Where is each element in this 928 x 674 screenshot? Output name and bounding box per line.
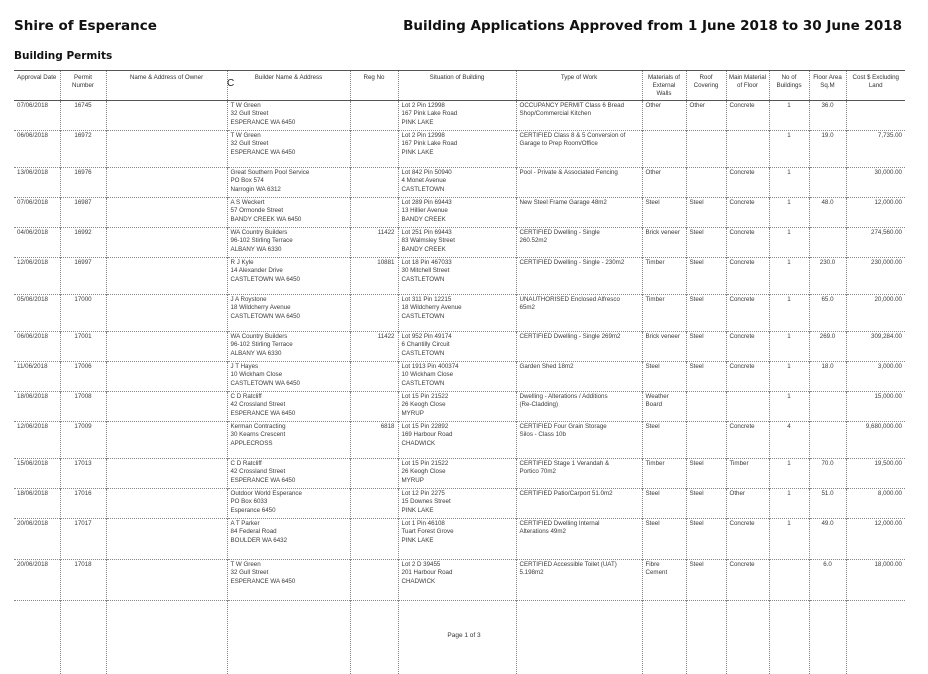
approval-date-cell: 13/06/2018 bbox=[14, 168, 60, 198]
permit-number-cell: 17001 bbox=[60, 332, 106, 362]
column-header-main-floor: Main Material of Floor bbox=[726, 71, 769, 101]
permits-table bbox=[14, 70, 905, 674]
table-row bbox=[14, 519, 905, 560]
column-header-permit-number: Permit Number bbox=[60, 71, 106, 101]
table-row bbox=[14, 101, 905, 131]
roof-covering-cell: Steel bbox=[686, 560, 726, 601]
no-of-buildings-cell: 1 bbox=[769, 168, 809, 198]
reg-no-cell: 10881 bbox=[350, 258, 398, 295]
external-walls-cell: Timber bbox=[642, 295, 686, 332]
situation-cell: Lot 1 Pin 46108 Tuart Forest Grove PINK LAKE bbox=[398, 519, 516, 560]
cost-cell: 15,000.00 bbox=[846, 392, 905, 422]
approval-date-cell: 20/06/2018 bbox=[14, 560, 60, 601]
cost-cell: 8,000.00 bbox=[846, 489, 905, 519]
roof-covering-cell: Steel bbox=[686, 489, 726, 519]
permit-number-cell: 16976 bbox=[60, 168, 106, 198]
floor-area-cell: 18.0 bbox=[809, 362, 846, 392]
main-floor-cell: Concrete bbox=[726, 422, 769, 459]
approval-date-cell: 15/06/2018 bbox=[14, 459, 60, 489]
owner-cell bbox=[106, 519, 227, 560]
column-header-floor-area: Floor Area Sq.M bbox=[809, 71, 846, 101]
no-of-buildings-cell: 1 bbox=[769, 101, 809, 131]
permit-number-cell: 16745 bbox=[60, 101, 106, 131]
approval-date-cell: 06/06/2018 bbox=[14, 332, 60, 362]
external-walls-cell: Weather Board bbox=[642, 392, 686, 422]
floor-area-cell bbox=[809, 228, 846, 258]
permit-number-cell: 16972 bbox=[60, 131, 106, 168]
no-of-buildings-cell: 1 bbox=[769, 489, 809, 519]
floor-area-cell: 51.0 bbox=[809, 489, 846, 519]
approval-date-cell: 11/06/2018 bbox=[14, 362, 60, 392]
external-walls-cell: Timber bbox=[642, 258, 686, 295]
external-walls-cell: Other bbox=[642, 101, 686, 131]
external-walls-cell: Brick veneer bbox=[642, 332, 686, 362]
floor-area-cell bbox=[809, 422, 846, 459]
builder-cell: C D Ratcliff 42 Crossland Street ESPERANCE WA 6450 bbox=[227, 392, 350, 422]
type-of-work-cell: CERTIFIED Four Grain Storage Silos - Class 10b bbox=[516, 422, 642, 459]
floor-area-cell: 36.0 bbox=[809, 101, 846, 131]
builder-cell: T W Green 32 Gull Street ESPERANCE WA 6450 bbox=[227, 560, 350, 601]
type-of-work-cell: CERTIFIED Dwelling - Single 260.52m2 bbox=[516, 228, 642, 258]
table-row bbox=[14, 168, 905, 198]
permit-number-cell: 17018 bbox=[60, 560, 106, 601]
builder-cell: J A Roystone 18 Wildcherry Avenue CASTLETOWN WA 6450 bbox=[227, 295, 350, 332]
roof-covering-cell: Steel bbox=[686, 519, 726, 560]
external-walls-cell: Brick veneer bbox=[642, 228, 686, 258]
column-header-no-of-buildings: No of Buildings bbox=[769, 71, 809, 101]
table-row bbox=[14, 332, 905, 362]
external-walls-cell: Steel bbox=[642, 489, 686, 519]
reg-no-cell bbox=[350, 519, 398, 560]
stray-mark: C bbox=[227, 78, 234, 89]
situation-cell: Lot 2 D 39455 201 Harbour Road CHADWICK bbox=[398, 560, 516, 601]
owner-cell bbox=[106, 392, 227, 422]
type-of-work-cell: CERTIFIED Patio/Carport 51.0m2 bbox=[516, 489, 642, 519]
builder-cell: T W Green 32 Gull Street ESPERANCE WA 6450 bbox=[227, 131, 350, 168]
organisation-name: Shire of Esperance bbox=[14, 18, 157, 34]
situation-cell: Lot 2 Pin 12998 167 Pink Lake Road PINK LAKE bbox=[398, 101, 516, 131]
external-walls-cell: Steel bbox=[642, 198, 686, 228]
roof-covering-cell bbox=[686, 168, 726, 198]
builder-cell: R J Kyle 14 Alexander Drive CASTLETOWN WA 6450 bbox=[227, 258, 350, 295]
reg-no-cell bbox=[350, 459, 398, 489]
cost-cell: 20,000.00 bbox=[846, 295, 905, 332]
permit-number-cell: 16992 bbox=[60, 228, 106, 258]
approval-date-cell: 12/06/2018 bbox=[14, 258, 60, 295]
type-of-work-cell: OCCUPANCY PERMIT Class 6 Bread Shop/Commercial Kitchen bbox=[516, 101, 642, 131]
owner-cell bbox=[106, 258, 227, 295]
roof-covering-cell: Steel bbox=[686, 332, 726, 362]
column-header-external-walls: Materials of External Walls bbox=[642, 71, 686, 101]
no-of-buildings-cell: 1 bbox=[769, 519, 809, 560]
table-row bbox=[14, 198, 905, 228]
permit-number-cell: 17013 bbox=[60, 459, 106, 489]
owner-cell bbox=[106, 459, 227, 489]
floor-area-cell: 230.0 bbox=[809, 258, 846, 295]
owner-cell bbox=[106, 362, 227, 392]
no-of-buildings-cell: 1 bbox=[769, 228, 809, 258]
no-of-buildings-cell: 1 bbox=[769, 198, 809, 228]
roof-covering-cell: Steel bbox=[686, 228, 726, 258]
section-heading: Building Permits bbox=[14, 50, 112, 62]
owner-cell bbox=[106, 101, 227, 131]
external-walls-cell: Steel bbox=[642, 519, 686, 560]
permit-number-cell: 17017 bbox=[60, 519, 106, 560]
table-row bbox=[14, 228, 905, 258]
owner-cell bbox=[106, 228, 227, 258]
approval-date-cell: 05/06/2018 bbox=[14, 295, 60, 332]
external-walls-cell: Steel bbox=[642, 422, 686, 459]
floor-area-cell: 48.0 bbox=[809, 198, 846, 228]
column-header-builder: Builder Name & Address bbox=[227, 71, 350, 101]
cost-cell: 3,000.00 bbox=[846, 362, 905, 392]
owner-cell bbox=[106, 131, 227, 168]
situation-cell: Lot 12 Pin 2275 15 Downes Street PINK LAKE bbox=[398, 489, 516, 519]
reg-no-cell: 6818 bbox=[350, 422, 398, 459]
cost-cell: 7,735.00 bbox=[846, 131, 905, 168]
builder-cell: A S Weckert 57 Ormonde Street BANDY CREEK WA 6450 bbox=[227, 198, 350, 228]
owner-cell bbox=[106, 422, 227, 459]
main-floor-cell: Concrete bbox=[726, 101, 769, 131]
cost-cell: 12,000.00 bbox=[846, 519, 905, 560]
no-of-buildings-cell: 1 bbox=[769, 131, 809, 168]
cost-cell: 274,560.00 bbox=[846, 228, 905, 258]
page-footer: Page 1 of 3 bbox=[0, 632, 928, 639]
reg-no-cell bbox=[350, 392, 398, 422]
roof-covering-cell: Steel bbox=[686, 362, 726, 392]
type-of-work-cell: CERTIFIED Accessible Toilet (UAT) 5.198m2 bbox=[516, 560, 642, 601]
approval-date-cell: 18/06/2018 bbox=[14, 392, 60, 422]
no-of-buildings-cell bbox=[769, 560, 809, 601]
builder-cell: WA Country Builders 96-102 Stirling Terrace ALBANY WA 6330 bbox=[227, 332, 350, 362]
situation-cell: Lot 289 Pin 69443 13 Hillier Avenue BANDY CREEK bbox=[398, 198, 516, 228]
floor-area-cell: 6.0 bbox=[809, 560, 846, 601]
cost-cell: 230,000.00 bbox=[846, 258, 905, 295]
type-of-work-cell: CERTIFIED Dwelling - Single 269m2 bbox=[516, 332, 642, 362]
permit-number-cell: 17000 bbox=[60, 295, 106, 332]
table-row bbox=[14, 131, 905, 168]
builder-cell: Outdoor World Esperance PO Box 6033 Esperance 6450 bbox=[227, 489, 350, 519]
reg-no-cell bbox=[350, 362, 398, 392]
floor-area-cell: 65.0 bbox=[809, 295, 846, 332]
owner-cell bbox=[106, 560, 227, 601]
floor-area-cell: 269.0 bbox=[809, 332, 846, 362]
situation-cell: Lot 1913 Pin 400374 10 Wickham Close CASTLETOWN bbox=[398, 362, 516, 392]
permit-number-cell: 17006 bbox=[60, 362, 106, 392]
floor-area-cell bbox=[809, 392, 846, 422]
table-row bbox=[14, 362, 905, 392]
roof-covering-cell: Steel bbox=[686, 295, 726, 332]
external-walls-cell: Steel bbox=[642, 362, 686, 392]
approval-date-cell: 04/06/2018 bbox=[14, 228, 60, 258]
situation-cell: Lot 842 Pin 50940 4 Monet Avenue CASTLETOWN bbox=[398, 168, 516, 198]
table-row bbox=[14, 295, 905, 332]
column-header-owner: Name & Address of Owner bbox=[106, 71, 227, 101]
main-floor-cell: Other bbox=[726, 489, 769, 519]
roof-covering-cell: Other bbox=[686, 101, 726, 131]
roof-covering-cell bbox=[686, 392, 726, 422]
owner-cell bbox=[106, 332, 227, 362]
report-title: Building Applications Approved from 1 June 2018 to 30 June 2018 bbox=[403, 18, 902, 34]
owner-cell bbox=[106, 295, 227, 332]
cost-cell: 12,000.00 bbox=[846, 198, 905, 228]
situation-cell: Lot 15 Pin 21522 26 Keogh Close MYRUP bbox=[398, 392, 516, 422]
approval-date-cell: 07/06/2018 bbox=[14, 101, 60, 131]
type-of-work-cell: CERTIFIED Dwelling - Single - 230m2 bbox=[516, 258, 642, 295]
main-floor-cell: Concrete bbox=[726, 295, 769, 332]
type-of-work-cell: New Steel Frame Garage 48m2 bbox=[516, 198, 642, 228]
no-of-buildings-cell: 4 bbox=[769, 422, 809, 459]
roof-covering-cell bbox=[686, 131, 726, 168]
type-of-work-cell: CERTIFIED Stage 1 Verandah & Portico 70m2 bbox=[516, 459, 642, 489]
builder-cell: T W Green 32 Gull Street ESPERANCE WA 6450 bbox=[227, 101, 350, 131]
cost-cell: 18,000.00 bbox=[846, 560, 905, 601]
no-of-buildings-cell: 1 bbox=[769, 459, 809, 489]
external-walls-cell: Timber bbox=[642, 459, 686, 489]
cost-cell: 9,680,000.00 bbox=[846, 422, 905, 459]
reg-no-cell bbox=[350, 295, 398, 332]
situation-cell: Lot 311 Pin 12215 18 Wildcherry Avenue CASTLETOWN bbox=[398, 295, 516, 332]
situation-cell: Lot 952 Pin 49174 6 Chantilly Circuit CASTLETOWN bbox=[398, 332, 516, 362]
table-row bbox=[14, 392, 905, 422]
table-row bbox=[14, 560, 905, 601]
reg-no-cell: 11422 bbox=[350, 332, 398, 362]
approval-date-cell: 07/06/2018 bbox=[14, 198, 60, 228]
reg-no-cell bbox=[350, 560, 398, 601]
main-floor-cell: Concrete bbox=[726, 362, 769, 392]
roof-covering-cell bbox=[686, 422, 726, 459]
reg-no-cell: 11422 bbox=[350, 228, 398, 258]
main-floor-cell: Concrete bbox=[726, 228, 769, 258]
no-of-buildings-cell: 1 bbox=[769, 362, 809, 392]
situation-cell: Lot 15 Pin 22892 169 Harbour Road CHADWICK bbox=[398, 422, 516, 459]
situation-cell: Lot 2 Pin 12998 167 Pink Lake Road PINK LAKE bbox=[398, 131, 516, 168]
permit-number-cell: 16987 bbox=[60, 198, 106, 228]
situation-cell: Lot 18 Pin 467033 30 Mitchell Street CASTLETOWN bbox=[398, 258, 516, 295]
approval-date-cell: 12/06/2018 bbox=[14, 422, 60, 459]
builder-cell: A T Parker 84 Federal Road BOULDER WA 6432 bbox=[227, 519, 350, 560]
column-header-reg-no: Reg No bbox=[350, 71, 398, 101]
builder-cell: WA Country Builders 96-102 Stirling Terrace ALBANY WA 6330 bbox=[227, 228, 350, 258]
builder-cell: Great Southern Pool Service PO Box 574 Narrogin WA 6312 bbox=[227, 168, 350, 198]
external-walls-cell bbox=[642, 131, 686, 168]
type-of-work-cell: CERTIFIED Dwelling Internal Alterations 49m2 bbox=[516, 519, 642, 560]
reg-no-cell bbox=[350, 198, 398, 228]
permit-number-cell: 17009 bbox=[60, 422, 106, 459]
main-floor-cell: Concrete bbox=[726, 168, 769, 198]
approval-date-cell: 20/06/2018 bbox=[14, 519, 60, 560]
no-of-buildings-cell: 1 bbox=[769, 295, 809, 332]
permit-number-cell: 17016 bbox=[60, 489, 106, 519]
situation-cell: Lot 251 Pin 69443 83 Walmsley Street BANDY CREEK bbox=[398, 228, 516, 258]
floor-area-cell: 19.0 bbox=[809, 131, 846, 168]
cost-cell: 19,500.00 bbox=[846, 459, 905, 489]
table-row bbox=[14, 422, 905, 459]
type-of-work-cell: Dwelling - Alterations / Additions (Re-Cladding) bbox=[516, 392, 642, 422]
cost-cell bbox=[846, 101, 905, 131]
column-header-type-of-work: Type of Work bbox=[516, 71, 642, 101]
main-floor-cell: Concrete bbox=[726, 519, 769, 560]
column-header-roof-covering: Roof Covering bbox=[686, 71, 726, 101]
table-row bbox=[14, 459, 905, 489]
table-body bbox=[14, 101, 905, 674]
builder-cell: J T Hayes 10 Wickham Close CASTLETOWN WA 6450 bbox=[227, 362, 350, 392]
owner-cell bbox=[106, 168, 227, 198]
roof-covering-cell: Steel bbox=[686, 198, 726, 228]
approval-date-cell: 06/06/2018 bbox=[14, 131, 60, 168]
column-header-cost: Cost $ Excluding Land bbox=[846, 71, 905, 101]
roof-covering-cell: Steel bbox=[686, 258, 726, 295]
roof-covering-cell: Steel bbox=[686, 459, 726, 489]
main-floor-cell: Concrete bbox=[726, 258, 769, 295]
approval-date-cell: 18/06/2018 bbox=[14, 489, 60, 519]
situation-cell: Lot 15 Pin 21522 26 Keogh Close MYRUP bbox=[398, 459, 516, 489]
owner-cell bbox=[106, 198, 227, 228]
no-of-buildings-cell: 1 bbox=[769, 392, 809, 422]
table-row bbox=[14, 489, 905, 519]
external-walls-cell: Fibre Cement bbox=[642, 560, 686, 601]
type-of-work-cell: UNAUTHORISED Enclosed Alfresco 65m2 bbox=[516, 295, 642, 332]
reg-no-cell bbox=[350, 131, 398, 168]
main-floor-cell bbox=[726, 131, 769, 168]
type-of-work-cell: CERTIFIED Class 8 & 5 Conversion of Garage to Prep Room/Office bbox=[516, 131, 642, 168]
reg-no-cell bbox=[350, 168, 398, 198]
type-of-work-cell: Garden Shed 18m2 bbox=[516, 362, 642, 392]
column-header-situation: Situation of Building bbox=[398, 71, 516, 101]
reg-no-cell bbox=[350, 101, 398, 131]
permit-number-cell: 17008 bbox=[60, 392, 106, 422]
type-of-work-cell: Pool - Private & Associated Fencing bbox=[516, 168, 642, 198]
floor-area-cell: 49.0 bbox=[809, 519, 846, 560]
builder-cell: C D Ratcliff 42 Crossland Street ESPERANCE WA 6450 bbox=[227, 459, 350, 489]
cost-cell: 30,000.00 bbox=[846, 168, 905, 198]
floor-area-cell bbox=[809, 168, 846, 198]
builder-cell: Kerman Contracting 30 Kearns Crescent APPLECROSS bbox=[227, 422, 350, 459]
reg-no-cell bbox=[350, 489, 398, 519]
table-header-row bbox=[14, 71, 905, 101]
main-floor-cell bbox=[726, 392, 769, 422]
main-floor-cell: Timber bbox=[726, 459, 769, 489]
permit-number-cell: 16997 bbox=[60, 258, 106, 295]
external-walls-cell: Other bbox=[642, 168, 686, 198]
main-floor-cell: Concrete bbox=[726, 332, 769, 362]
main-floor-cell: Concrete bbox=[726, 560, 769, 601]
owner-cell bbox=[106, 489, 227, 519]
no-of-buildings-cell: 1 bbox=[769, 332, 809, 362]
no-of-buildings-cell: 1 bbox=[769, 258, 809, 295]
table-row bbox=[14, 258, 905, 295]
main-floor-cell: Concrete bbox=[726, 198, 769, 228]
column-header-approval-date: Approval Date bbox=[14, 71, 60, 101]
cost-cell: 309,284.00 bbox=[846, 332, 905, 362]
floor-area-cell: 70.0 bbox=[809, 459, 846, 489]
